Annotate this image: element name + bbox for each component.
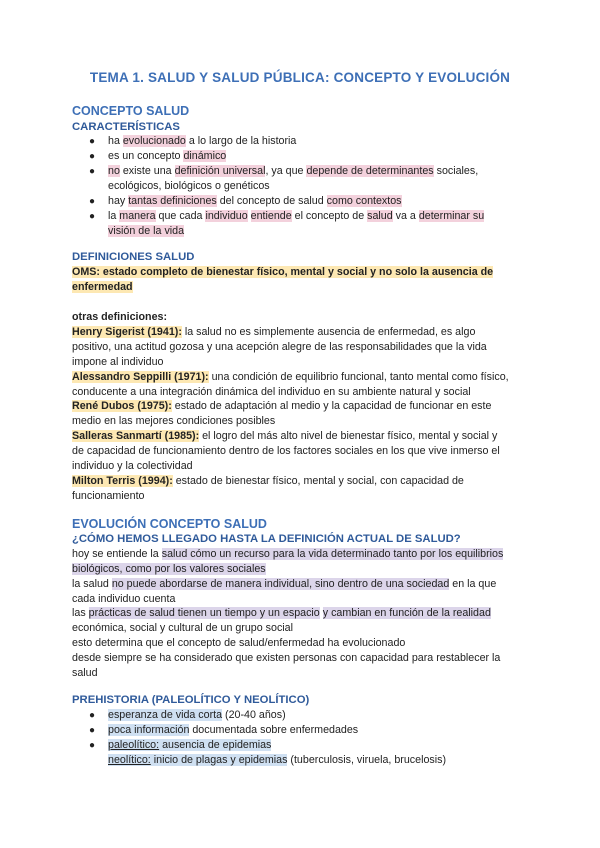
heading-prehistoria: PREHISTORIA (PALEOLÍTICO Y NEOLÍTICO) — [72, 694, 310, 706]
bullet-glyph: ● — [89, 196, 96, 207]
bullet-manera-cont: visión de la vida — [108, 225, 185, 237]
bullet-esperanza-vida: esperanza de vida corta (20-40 años) — [108, 709, 286, 721]
definition-terris: Milton Terris (1994): estado de bienestar físico, mental y social, con capacidad de — [72, 475, 464, 487]
heading-concepto-salud: CONCEPTO SALUD — [72, 104, 190, 118]
paragraph-recurso: hoy se entiende la salud cómo un recurso para la vida determinado tanto por los equilibrios — [72, 548, 504, 560]
paragraph-evolucionado: esto determina que el concepto de salud/enfermedad ha evolucionado — [72, 637, 406, 649]
definition-dubos-cont: medio en las mejores condiciones posibles — [72, 415, 276, 427]
bullet-glyph: ● — [89, 740, 96, 751]
heading-evolucion: EVOLUCIÓN CONCEPTO SALUD — [72, 517, 267, 531]
paragraph-restablecer-cont: salud — [72, 667, 98, 679]
definition-seppilli-cont: conducente a una integración dinámica del individuo en su ambiente natural y social — [72, 386, 471, 398]
bullet-glyph: ● — [89, 710, 96, 721]
heading-definiciones-salud: DEFINICIONES SALUD — [72, 251, 195, 263]
definition-sigerist-cont: impone al individuo — [72, 356, 164, 368]
bullet-glyph: ● — [89, 211, 96, 222]
otras-definiciones-label: otras definiciones: — [72, 311, 168, 323]
paragraph-practicas: las prácticas de salud tienen un tiempo y un espacio y cambian en función de la realidad — [72, 607, 491, 619]
document-title: TEMA 1. SALUD Y SALUD PÚBLICA: CONCEPTO Y EVOLUCIÓN — [89, 70, 511, 85]
bullet-poca-informacion: poca información documentada sobre enfermedades — [108, 724, 359, 736]
definition-salleras-cont: de capacidad de funcionamiento dentro de los factores sociales en los que vive inmerso el — [72, 445, 500, 457]
bullet-dinamico: es un concepto dinámico — [108, 150, 227, 162]
definition-dubos: René Dubos (1975): estado de adaptación al medio y la capacidad de funcionar en este — [72, 400, 492, 412]
bullet-definicion-universal: no existe una definición universal, ya que depende de determinantes sociales, — [108, 165, 479, 177]
bullet-glyph: ● — [89, 166, 96, 177]
paragraph-practicas-cont: económica, social y cultural de un grupo social — [72, 622, 293, 634]
bullet-glyph: ● — [89, 136, 96, 147]
bullet-manera: la manera que cada individuo entiende el concepto de salud va a determinar su — [108, 210, 485, 222]
definition-seppilli: Alessandro Seppilli (1971): una condición de equilibrio funcional, tanto mental como físico, — [72, 371, 509, 383]
oms-definition: OMS: estado completo de bienestar físico, mental y social y no solo la ausencia de — [72, 266, 494, 278]
paragraph-recurso-cont: biológicos, como por los valores sociales — [72, 563, 266, 575]
paragraph-individual-cont: cada individuo cuenta — [72, 593, 176, 605]
definition-sigerist-cont: positivo, una actitud gozosa y una acepción alegre de las responsabilidades que la vida — [72, 341, 487, 353]
bullet-paleolitico: paleolítico: ausencia de epidemias — [108, 739, 272, 751]
definition-salleras: Salleras Sanmartí (1985): el logro del más alto nivel de bienestar físico, mental y social y — [72, 430, 498, 442]
definition-terris-cont: funcionamiento — [72, 490, 145, 502]
definition-sigerist: Henry Sigerist (1941): la salud no es simplemente ausencia de enfermedad, es algo — [72, 326, 476, 338]
bullet-tantas-definiciones: hay tantas definiciones del concepto de salud como contextos — [108, 195, 402, 207]
bullet-glyph: ● — [89, 725, 96, 736]
bullet-definicion-universal-cont: ecológicos, biológicos o genéticos — [108, 180, 270, 192]
question-heading: ¿CÓMO HEMOS LLEGADO HASTA LA DEFINICIÓN ACTUAL DE SALUD? — [72, 533, 461, 545]
paragraph-individual: la salud no puede abordarse de manera individual, sino dentro de una sociedad en la que — [72, 578, 497, 590]
paragraph-restablecer: desde siempre se ha considerado que existen personas con capacidad para restablecer la — [72, 652, 501, 664]
bullet-neolitico: neolítico: inicio de plagas y epidemias (tuberculosis, viruela, brucelosis) — [108, 754, 447, 766]
bullet-evolucionado: ha evolucionado a lo largo de la historia — [108, 135, 297, 147]
definition-salleras-cont: individuo y la colectividad — [72, 460, 193, 472]
bullet-glyph: ● — [89, 151, 96, 162]
oms-definition-cont: enfermedad — [72, 281, 133, 293]
subheading-caracteristicas: CARACTERÍSTICAS — [72, 121, 180, 133]
